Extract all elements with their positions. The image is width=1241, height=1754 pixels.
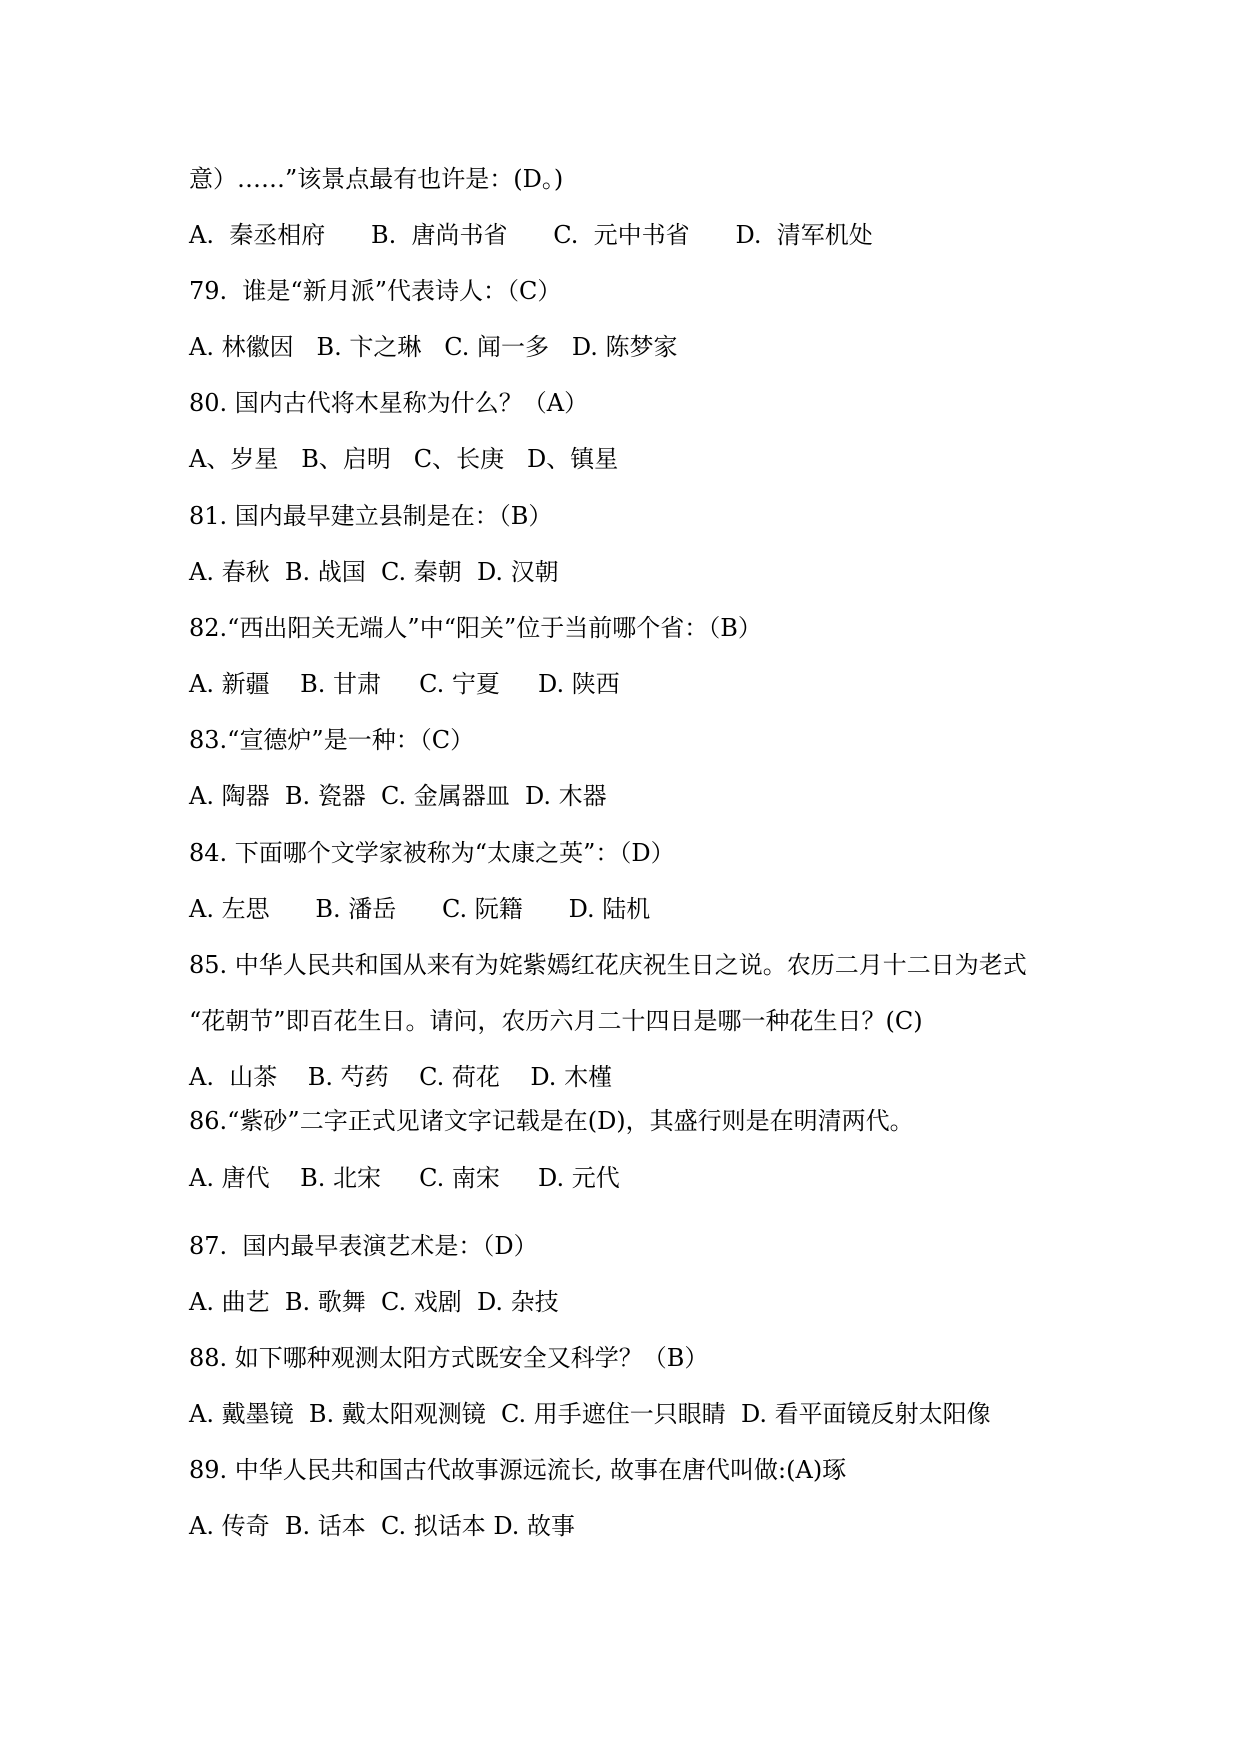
question-80-options: A、岁星 B、启明 C、长庚 D、镇星 [189,445,619,473]
question-81-options: A. 春秋 B. 战国 C. 秦朝 D. 汉朝 [189,558,559,586]
question-82: 82.“西出阳关无端人”中“阳关”位于当前哪个省：（B） [189,614,762,642]
question-86-options: A. 唐代 B. 北宋 C. 南宋 D. 元代 [189,1164,620,1192]
question-88: 88. 如下哪种观测太阳方式既安全又科学？（B） [189,1344,709,1372]
question-85-line-1: 85. 中华人民共和国从来有为姹紫嫣红花庆祝生日之说。农历二月十二日为老式 [189,951,1027,979]
question-83: 83.“宣德炉”是一种：（C） [189,726,475,754]
question-84: 84. 下面哪个文学家被称为“太康之英”：（D） [189,839,675,867]
question-87: 87. 国内最早表演艺术是：（D） [189,1232,538,1260]
question-86: 86.“紫砂”二字正式见诸文字记载是在(D)，其盛行则是在明清两代。 [189,1107,914,1135]
question-80: 80. 国内古代将木星称为什么？（A） [189,389,589,417]
question-81: 81. 国内最早建立县制是在：（B） [189,502,553,530]
question-82-options: A. 新疆 B. 甘肃 C. 宁夏 D. 陕西 [189,670,620,698]
question-78-options: A. 秦丞相府 B. 唐尚书省 C. 元中书省 D. 清军机处 [189,221,873,249]
question-88-options: A. 戴墨镜 B. 戴太阳观测镜 C. 用手遮住一只眼睛 D. 看平面镜反射太阳像 [189,1400,991,1428]
question-83-options: A. 陶器 B. 瓷器 C. 金属器皿 D. 木器 [189,782,607,810]
question-78-continuation: 意）……”该景点最有也许是：(D。) [189,165,564,193]
question-79: 79. 谁是“新月派”代表诗人：（C） [189,277,562,305]
question-85-options: A. 山茶 B. 芍药 C. 荷花 D. 木槿 [189,1063,613,1091]
question-84-options: A. 左思 B. 潘岳 C. 阮籍 D. 陆机 [189,895,651,923]
question-87-options: A. 曲艺 B. 歌舞 C. 戏剧 D. 杂技 [189,1288,559,1316]
question-89: 89. 中华人民共和国古代故事源远流长, 故事在唐代叫做:(A)琢 [189,1456,847,1484]
question-79-options: A. 林徽因 B. 卞之琳 C. 闻一多 D. 陈梦家 [189,333,678,361]
question-89-options: A. 传奇 B. 话本 C. 拟话本 D. 故事 [189,1512,576,1540]
question-85-line-2: “花朝节”即百花生日。请问，农历六月二十四日是哪一种花生日？(C) [189,1007,923,1035]
